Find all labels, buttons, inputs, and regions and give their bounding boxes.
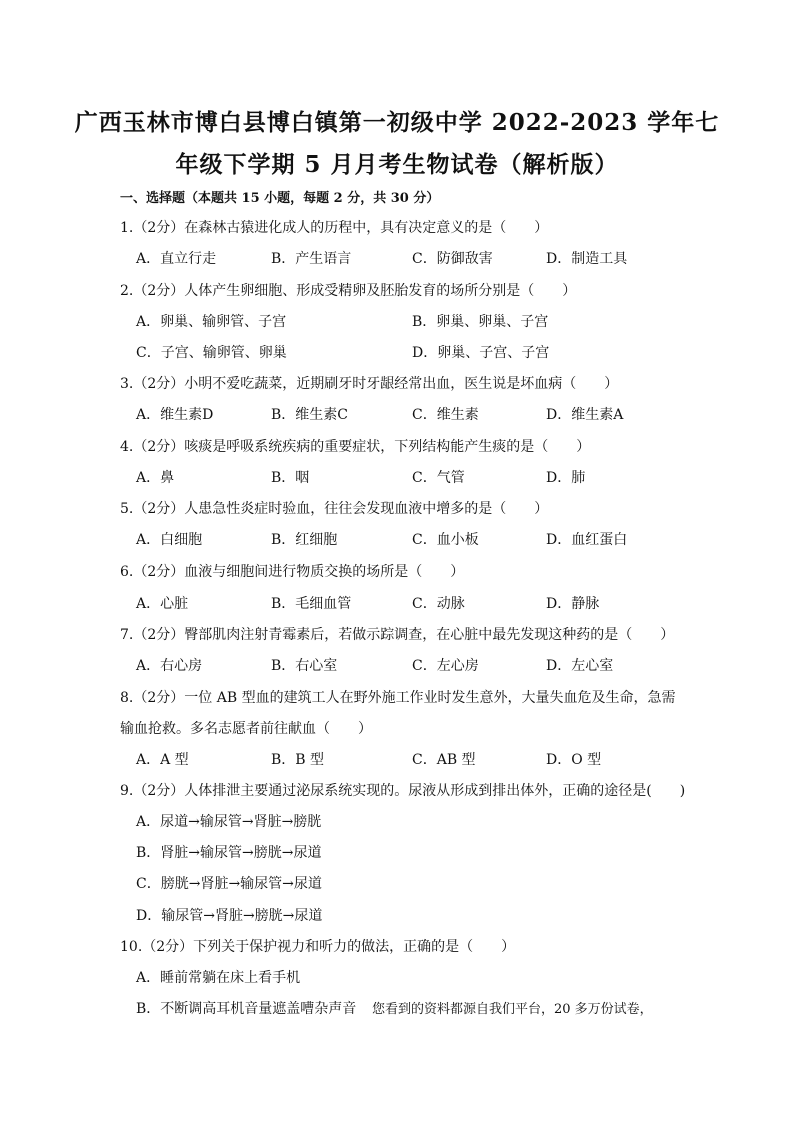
question-6-stem: 6.（2分）血液与细胞间进行物质交换的场所是（ ）	[120, 564, 465, 580]
option-b: B．产生语言	[271, 251, 352, 267]
question-3-stem: 3.（2分）小明不爱吃蔬菜，近期刷牙时牙龈经常出血，医生说是坏血病（ ）	[120, 376, 619, 392]
option-b: B．毛细血管	[271, 596, 352, 612]
question-8-stem-continued: 输血抢救。多名志愿者前往献血（ ）	[120, 721, 372, 737]
option-a: A．白细胞	[136, 532, 203, 548]
option-d: D．制造工具	[546, 251, 628, 267]
option-d: D．维生素A	[546, 407, 624, 423]
question-4-stem: 4.（2分）咳痰是呼吸系统疾病的重要症状，下列结构能产生痰的是（ ）	[120, 439, 591, 455]
option-c: C．膀胱→肾脏→输尿管→尿道	[136, 876, 322, 892]
option-b: B．咽	[271, 470, 310, 486]
option-a: A．鼻	[136, 470, 175, 486]
question-5-stem: 5.（2分）人患急性炎症时验血，往往会发现血液中增多的是（ ）	[120, 501, 549, 517]
footer-note: 您看到的资料都源自我们平台，20 多万份试卷，	[372, 1002, 653, 1017]
option-d: D．O 型	[546, 752, 602, 768]
option-c: C．维生素	[412, 407, 479, 423]
question-9-option-c-row	[0, 873, 794, 893]
option-a: A．睡前常躺在床上看手机	[136, 970, 301, 986]
question-10-option-b-row	[0, 998, 794, 1018]
option-c: C．动脉	[412, 596, 465, 612]
question-10-option-a-row	[0, 967, 794, 987]
question-9-option-a-row	[0, 811, 794, 831]
question-2-stem: 2.（2分）人体产生卵细胞、形成受精卵及胚胎发育的场所分别是（ ）	[120, 283, 577, 299]
question-8-stem: 8.（2分）一位 AB 型血的建筑工人在野外施工作业时发生意外，大量失血危及生命，急需	[120, 690, 676, 706]
option-b: B．右心室	[271, 658, 338, 674]
option-a: A．心脏	[136, 596, 189, 612]
option-b: B．B 型	[271, 752, 325, 768]
question-8-options	[0, 749, 794, 769]
question-1-options	[0, 248, 794, 268]
question-7-stem: 7.（2分）臀部肌肉注射青霉素后，若做示踪调查，在心脏中最先发现这种药的是（ ）	[120, 627, 675, 643]
option-a: A．卵巢、输卵管、子宫	[136, 314, 287, 330]
question-7-options	[0, 655, 794, 675]
title-line-2: 年级下学期 5 月月考生物试卷（解析版）	[175, 151, 619, 178]
question-6-options	[0, 593, 794, 613]
option-c: C．血小板	[412, 532, 479, 548]
question-2-options-row-1	[0, 311, 794, 331]
option-c: C．左心房	[412, 658, 479, 674]
question-5-options	[0, 529, 794, 549]
question-3-options	[0, 404, 794, 424]
option-d: D．卵巢、子宫、子宫	[412, 345, 550, 361]
question-9-option-b-row	[0, 842, 794, 862]
option-a: A．维生素D	[136, 407, 214, 423]
option-d: D．左心室	[546, 658, 614, 674]
option-b: B．不断调高耳机音量遮盖嘈杂声音	[136, 1001, 357, 1017]
option-a: A．A 型	[136, 752, 189, 768]
question-4-options	[0, 467, 794, 487]
question-2-options-row-2	[0, 342, 794, 362]
section-heading: 一、选择题（本题共 15 小题，每题 2 分，共 30 分）	[120, 191, 440, 206]
option-d: D．静脉	[546, 596, 600, 612]
option-b: B．卵巢、卵巢、子宫	[412, 314, 549, 330]
option-b: B．肾脏→输尿管→膀胱→尿道	[136, 845, 322, 861]
option-a: A．直立行走	[136, 251, 217, 267]
option-a: A．尿道→输尿管→肾脏→膀胱	[136, 814, 322, 830]
question-9-stem: 9.（2分）人体排泄主要通过泌尿系统实现的。尿液从形成到排出体外，正确的途径是( )	[120, 783, 686, 799]
option-c: C．气管	[412, 470, 465, 486]
option-d: D．血红蛋白	[546, 532, 628, 548]
option-c: C．AB 型	[412, 752, 476, 768]
option-a: A．右心房	[136, 658, 203, 674]
question-10-stem: 10.（2分）下列关于保护视力和听力的做法，正确的是（ ）	[120, 939, 516, 955]
title-line-1: 广西玉林市博白县博白镇第一初级中学 2022-2023 学年七	[74, 109, 720, 136]
question-1-stem: 1.（2分）在森林古猿进化成人的历程中，具有决定意义的是（ ）	[120, 220, 549, 236]
option-c: C．子宫、输卵管、卵巢	[136, 345, 287, 361]
option-b: B．红细胞	[271, 532, 338, 548]
option-d: D．输尿管→肾脏→膀胱→尿道	[136, 908, 323, 924]
option-d: D．肺	[546, 470, 586, 486]
option-b: B．维生素C	[271, 407, 348, 423]
question-9-option-d-row	[0, 905, 794, 925]
option-c: C．防御敌害	[412, 251, 493, 267]
